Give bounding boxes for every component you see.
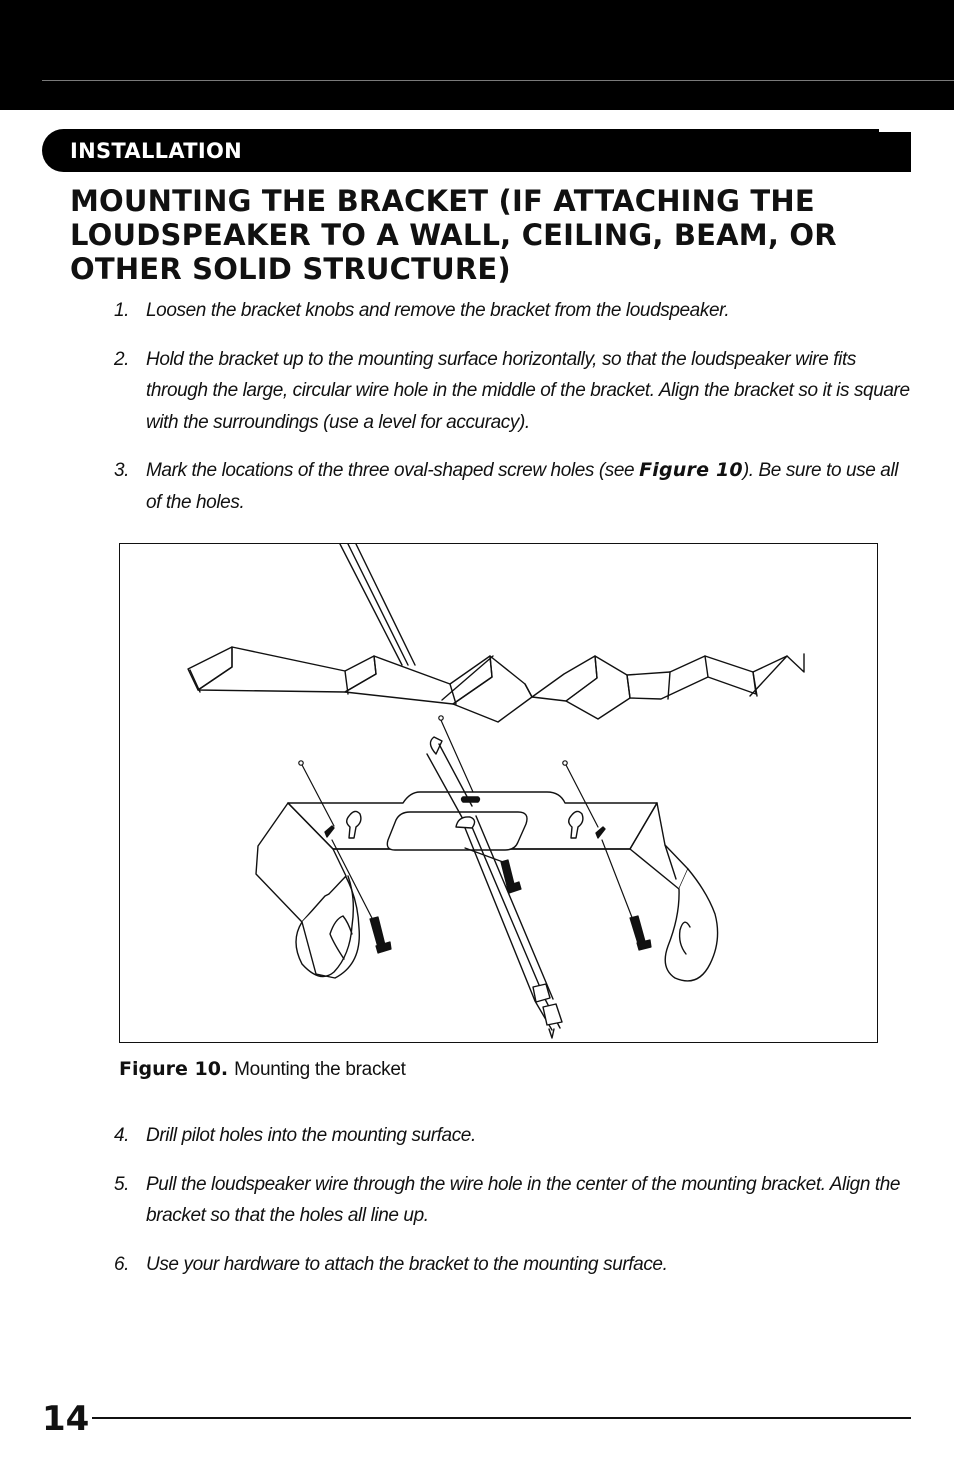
list-item (114, 295, 914, 327)
step-text: Loosen the bracket knobs and remove the bracket from the loudspeaker. (146, 300, 730, 321)
figure-label: Figure 10. (119, 1058, 229, 1080)
section-tab-notch (879, 129, 911, 132)
step-text-after: ). Be sure to use all of the holes. (146, 460, 899, 513)
step-text: Pull the loudspeaker wire through the wire hole in the center of the mounting bracket. Align the bracket so that the holes all line up. (146, 1173, 901, 1226)
loudspeaker-wire-bottom (427, 737, 562, 1038)
step-number: 6. (114, 1253, 130, 1275)
list-item (114, 344, 914, 439)
list-item (114, 455, 914, 518)
step-number: 3. (114, 460, 130, 481)
bracket-mounting-drawing (120, 544, 877, 1042)
steps-list-part1 (114, 295, 914, 535)
step-text-before: Mark the locations of the three oval-shaped screw holes (see (146, 460, 640, 481)
section-label: INSTALLATION (70, 139, 243, 163)
step-text: Use your hardware to attach the bracket to the mounting surface. (146, 1253, 668, 1275)
step-number: 4. (114, 1125, 130, 1146)
step-number: 2. (114, 348, 130, 370)
step-text: Hold the bracket up to the mounting surface horizontally, so that the loudspeaker wire fits through the large, circular wire hole in the middle of the bracket. Align the bracket so it is square with the surroundings (use a level for accuracy). (146, 348, 910, 433)
page-title: MOUNTING THE BRACKET (IF ATTACHING THE LOUDSPEAKER TO A WALL, CEILING, BEAM, OR OTHER SOLID STRUCTURE) (70, 184, 837, 286)
header-bar (0, 0, 954, 110)
steps-list-part2 (114, 1120, 914, 1297)
step-text: Drill pilot holes into the mounting surface. (146, 1125, 476, 1146)
step-number: 1. (114, 300, 130, 321)
section-tab (42, 129, 911, 172)
mounting-surface (188, 647, 804, 722)
figure-reference: Figure 10 (639, 459, 743, 481)
footer-rule (92, 1417, 911, 1419)
list-item (114, 1169, 914, 1232)
loudspeaker-wire-top (340, 544, 415, 665)
page-number: 14 (42, 1399, 90, 1439)
figure-caption-text: Mounting the bracket (234, 1059, 406, 1080)
step-number: 5. (114, 1173, 130, 1195)
list-item (114, 1120, 914, 1152)
figure-10-illustration (119, 543, 878, 1043)
list-item (114, 1249, 914, 1281)
header-rule (42, 80, 954, 81)
figure-caption (119, 1058, 406, 1081)
mounting-bracket (256, 792, 718, 981)
